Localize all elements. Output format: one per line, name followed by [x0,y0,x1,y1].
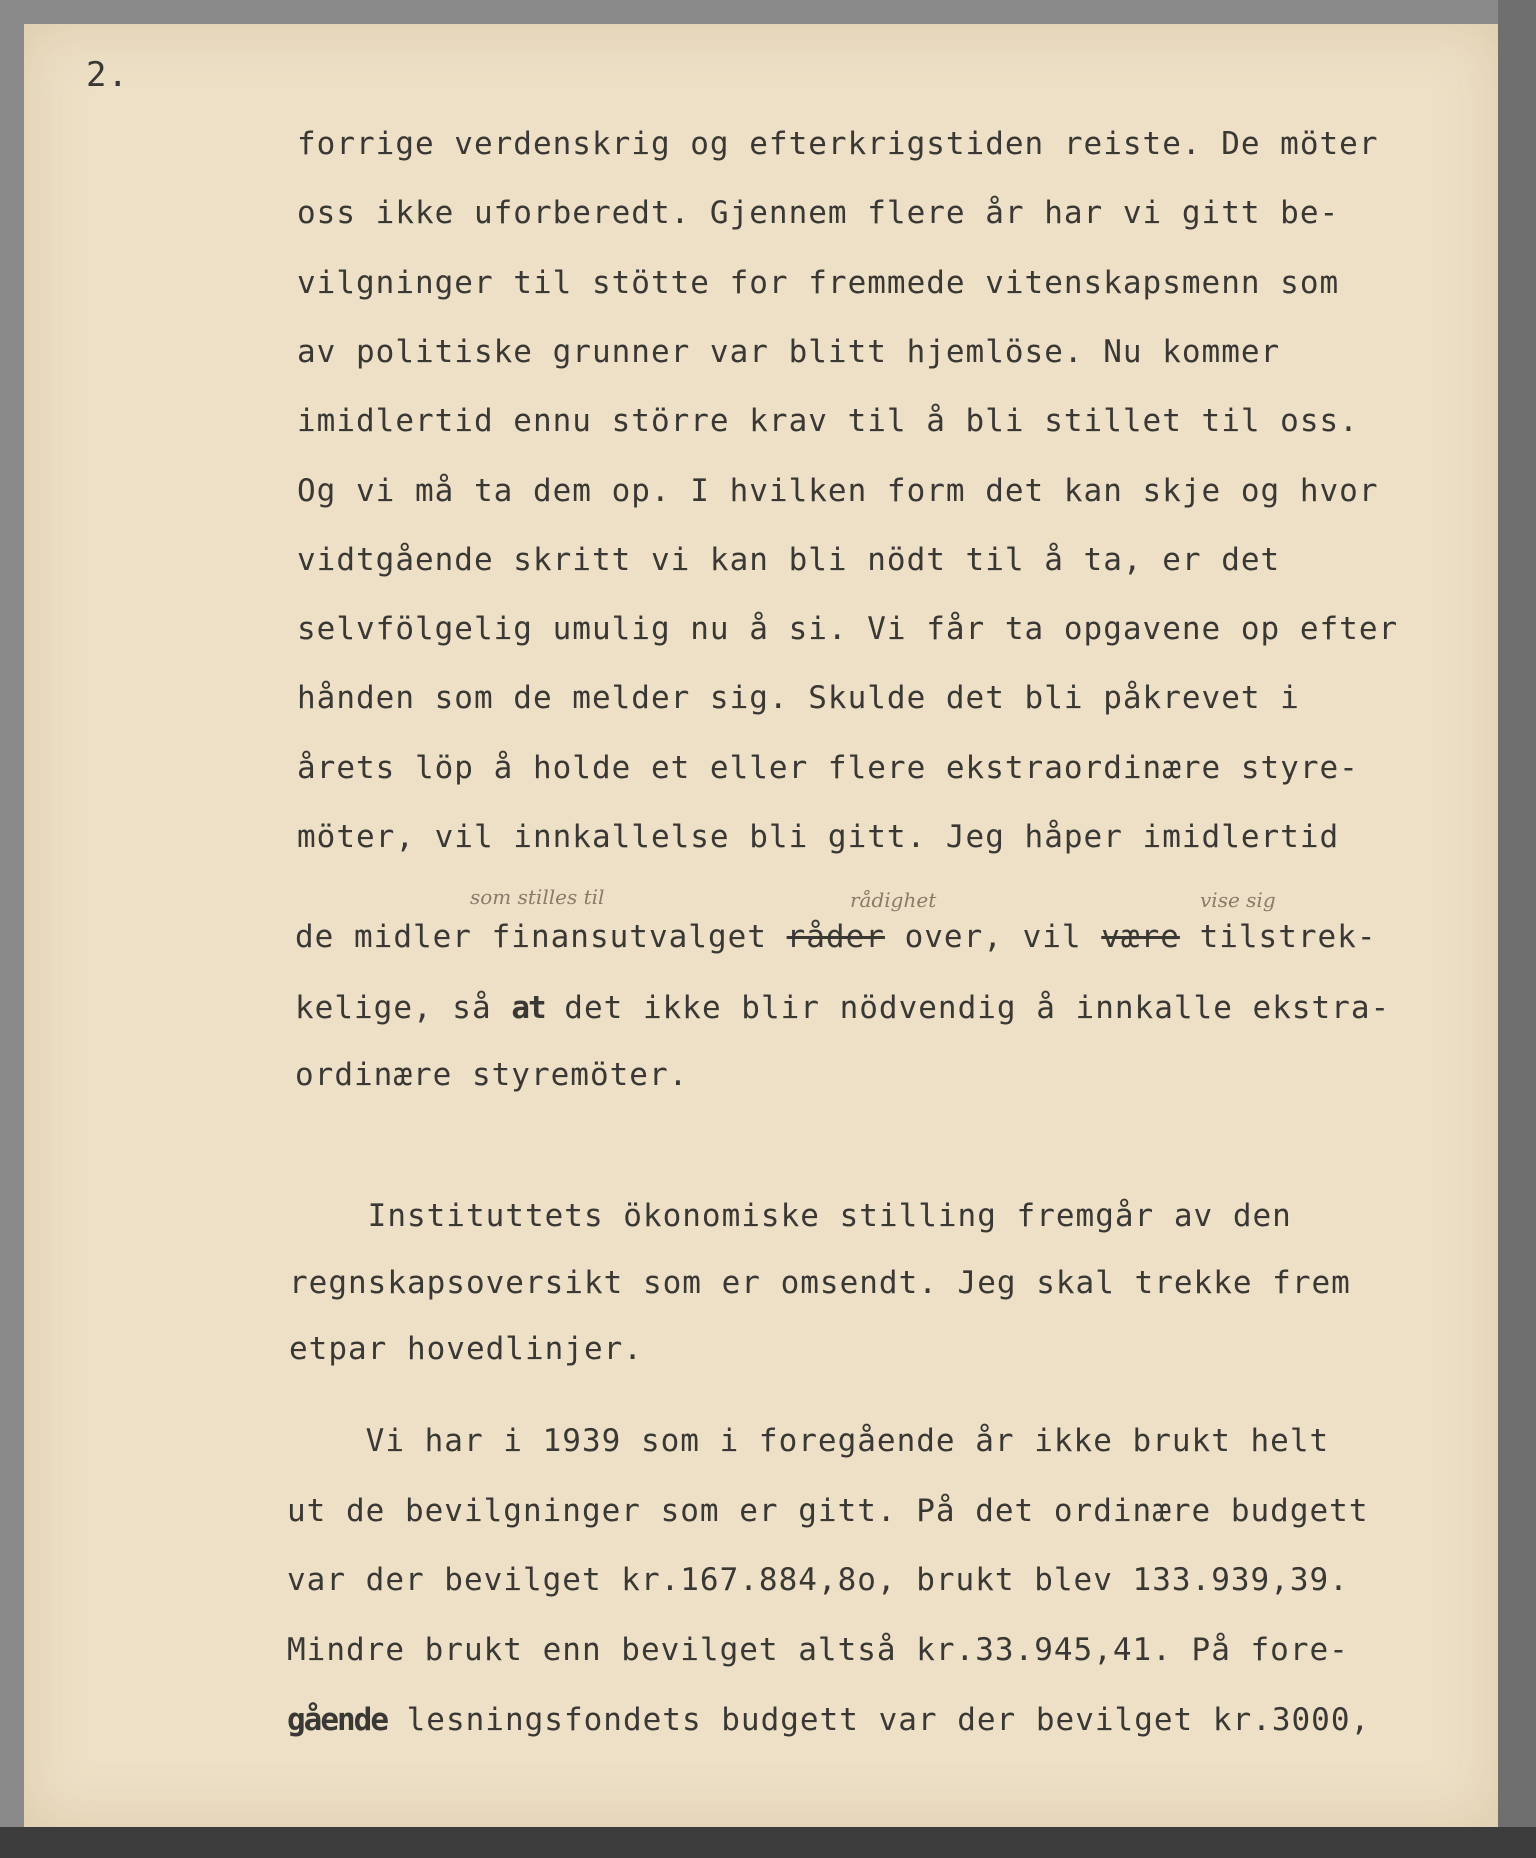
line-de-midler [295,919,1377,955]
text-segment: tilstrek- [1179,919,1377,955]
text-line: forrige verdenskrig og efterkrigstiden reiste. De möter [297,126,1379,162]
handwritten-note: vise sig [1200,888,1276,912]
text-line: möter, vil innkallelse bli gitt. Jeg håper imidlertid [297,819,1340,855]
text-line: Vi har i 1939 som i foregående år ikke brukt helt [287,1423,1330,1459]
text-segment: finansutvalget [491,919,787,955]
text-line: oss ikke uforberedt. Gjennem flere år har vi gitt be- [297,195,1340,232]
text-segment: over, vil [884,919,1102,955]
handwritten-note: rådighet [850,888,937,912]
line-last [287,1702,1370,1738]
text-line: av politiske grunner var blitt hjemlöse. Nu kommer [297,333,1281,370]
text-segment: lesningsfondets budgett var der bevilget kr.3000, [386,1702,1371,1738]
handwritten-note: som stilles til [470,885,605,909]
line-ordinaere: ordinære styremöter. [295,1057,689,1093]
text-line: Instituttets ökonomiske stilling fremgår av den [289,1198,1292,1234]
overstruck-word: gående [287,1702,387,1738]
text-line: vilgninger til stötte for fremmede vitenskapsmenn som [297,264,1340,301]
struck-word: være [1101,919,1180,955]
text-segment: kelige, så [295,990,512,1026]
text-line: årets löp å holde et eller flere ekstraordinære styre- [297,749,1359,786]
page-number: 2. [86,55,129,95]
text-line: regnskapsoversikt som er omsendt. Jeg skal trekke frem [289,1264,1351,1301]
text-segment: de midler [295,919,492,955]
text-line: Og vi må ta dem op. I hvilken form det kan skje og hvor [297,472,1379,509]
text-line: vidtgående skritt vi kan bli nödt til å ta, er det [297,541,1281,578]
struck-word: råder [786,919,885,955]
text-line: var der bevilget kr.167.884,8o, brukt blev 133.939,39. [287,1562,1349,1598]
text-line: Mindre brukt enn bevilget altså kr.33.945,41. På fore- [287,1631,1349,1668]
scan-border-bottom [0,1827,1536,1858]
scan-border-right [1498,0,1536,1858]
text-line: etpar hovedlinjer. [289,1331,643,1367]
line-kelige [295,990,1390,1026]
text-line: imidlertid ennu större krav til å bli stillet til oss. [297,403,1359,440]
overstruck-word: at [511,990,545,1026]
text-line: hånden som de melder sig. Skulde det bli påkrevet i [297,680,1300,717]
text-segment: det ikke blir nödvendig å innkalle ekstra- [544,990,1391,1026]
text-line: ut de bevilgninger som er gitt. På det ordinære budgett [287,1492,1369,1529]
text-line: selvfölgelig umulig nu å si. Vi får ta opgavene op efter [297,611,1399,648]
